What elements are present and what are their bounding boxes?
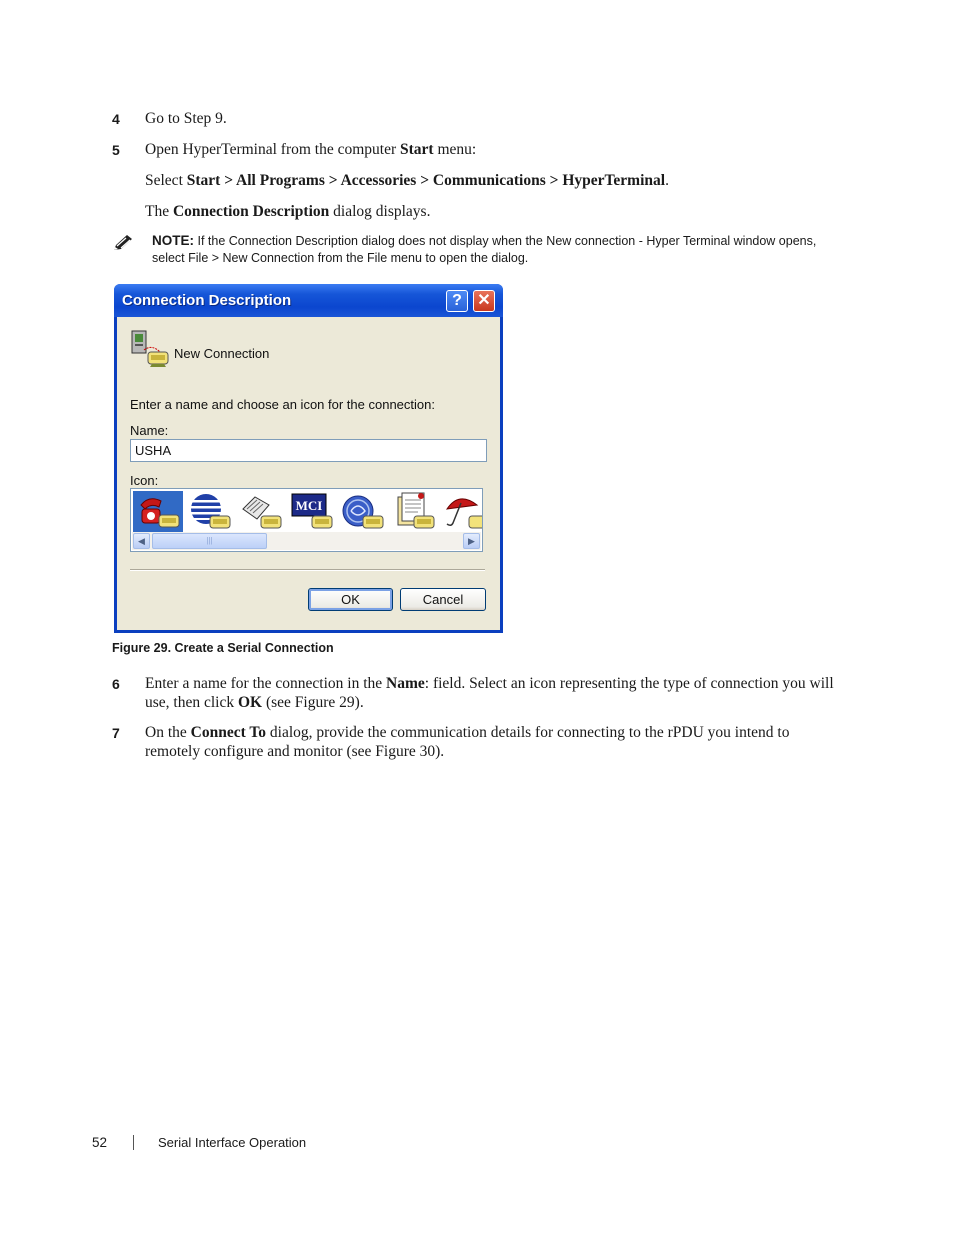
text-run: dialog displays. — [329, 203, 431, 220]
text-run: dialog, provide the communication details for connecting to the rPDU you intend to remotely configure and monitor (see Figure 30). — [145, 724, 790, 760]
note-body: If the Connection Description dialog does not display when the New connection - Hyper Terminal window opens, select File > New Connection from the File menu to open the dialog. — [152, 234, 817, 265]
connection-description-dialog — [114, 284, 503, 633]
cancel-button[interactable]: Cancel — [400, 588, 486, 611]
text-run: On the — [145, 724, 191, 741]
step-text — [145, 675, 845, 712]
note-label: NOTE: — [152, 233, 194, 248]
text-bold: Name — [386, 675, 425, 692]
globe-icon[interactable] — [184, 491, 234, 532]
mci-text: MCI — [295, 498, 323, 513]
icon-row — [133, 491, 482, 532]
step-text: Go to Step 9. — [145, 110, 227, 127]
instruction-label: Enter a name and choose an icon for the connection: — [130, 397, 435, 412]
scroll-right-arrow-icon[interactable]: ▶ — [463, 533, 480, 549]
dialog-heading: New Connection — [174, 346, 270, 361]
ok-button[interactable]: OK — [308, 588, 393, 611]
text-run: Open HyperTerminal from the computer — [145, 141, 401, 158]
step-text — [145, 724, 845, 761]
notepad-icon[interactable] — [388, 491, 438, 532]
step-number: 5 — [112, 142, 120, 158]
step-text — [145, 141, 845, 160]
text-run: The — [145, 203, 173, 220]
text-bold: Start — [400, 141, 434, 158]
dialog-titlebar[interactable] — [114, 284, 503, 317]
text-run: Select — [145, 172, 187, 189]
icon-label: Icon: — [130, 473, 159, 488]
notepad-icon-graphic — [388, 491, 438, 532]
section-title: Serial Interface Operation — [158, 1135, 307, 1150]
note-text — [152, 232, 842, 267]
icon-list[interactable] — [130, 488, 483, 552]
footer-divider — [133, 1135, 134, 1150]
text-run: menu: — [433, 141, 477, 158]
text-run: . — [665, 172, 669, 189]
dialog-client-area — [117, 317, 500, 630]
step-number: 4 — [112, 111, 120, 127]
select-instruction — [145, 172, 845, 191]
close-button[interactable]: ✕ — [473, 290, 495, 312]
text-bold: Connection Description — [172, 203, 330, 220]
fax-machine-icon-graphic — [235, 491, 285, 532]
fax-machine-icon[interactable] — [235, 491, 285, 532]
mci-logo-icon-graphic — [286, 491, 336, 532]
help-button[interactable]: ? — [446, 290, 468, 312]
dialog-title: Connection Description — [122, 292, 292, 309]
text-run: Enter a name for the connection in the — [145, 675, 387, 692]
menu-path: Start > All Programs > Accessories > Communications > HyperTerminal — [186, 172, 666, 189]
step-number: 7 — [112, 725, 120, 741]
dialog-displays-text — [145, 203, 845, 222]
ge-logo-icon[interactable] — [337, 491, 387, 532]
scroll-thumb[interactable]: ||| — [152, 533, 267, 549]
text-run: : field. Select an icon representing the type of connection you will use, then click — [145, 675, 834, 711]
text-bold: OK — [237, 693, 263, 711]
pencil-note-icon — [112, 234, 134, 252]
page-number: 52 — [92, 1135, 108, 1150]
figure-caption: Figure 29. Create a Serial Connection — [112, 641, 334, 655]
scroll-left-arrow-icon[interactable]: ◀ — [133, 533, 150, 549]
umbrella-icon-graphic — [439, 491, 483, 532]
dialog-separator — [130, 569, 485, 571]
red-phone-icon[interactable] — [133, 491, 183, 532]
globe-icon-graphic — [184, 491, 234, 532]
computer-phone-icon — [130, 330, 170, 368]
step-number: 6 — [112, 676, 120, 692]
red-phone-icon-graphic — [133, 491, 183, 532]
text-bold: Connect To — [190, 724, 267, 741]
text-run: (see Figure 29). — [262, 693, 364, 711]
mci-logo-icon[interactable] — [286, 491, 336, 532]
name-input[interactable]: USHA — [130, 439, 487, 462]
ge-logo-icon-graphic — [337, 491, 387, 532]
horizontal-scrollbar[interactable] — [132, 532, 481, 550]
umbrella-icon[interactable] — [439, 491, 483, 532]
name-label: Name: — [130, 423, 169, 438]
